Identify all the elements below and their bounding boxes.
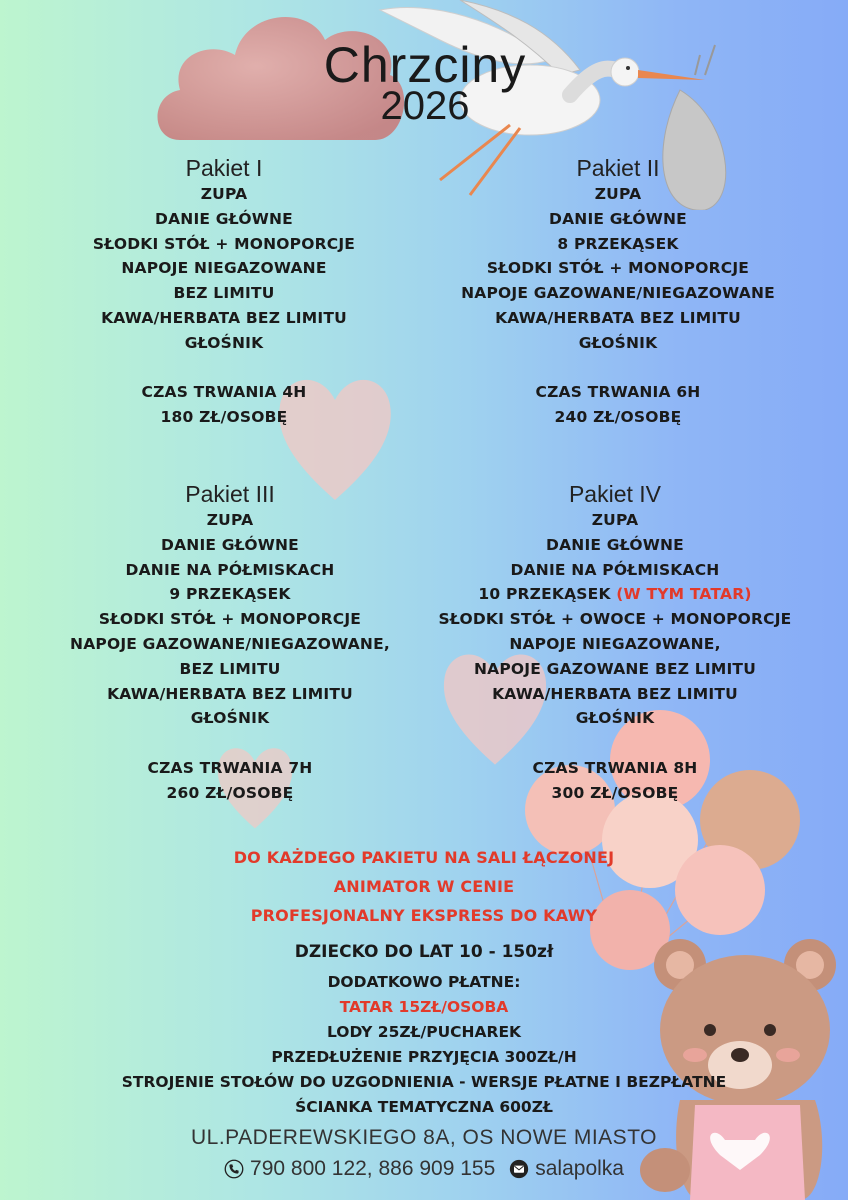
extras-item: STROJENIE STOŁÓW DO UZGODNIENIA - WERSJE PŁATNE I BEZPŁATNE [121, 1073, 727, 1091]
package-item: NAPOJE GAZOWANE/NIEGAZOWANE, [70, 634, 390, 653]
package-item: DANIE NA PÓŁMISKACH [125, 560, 335, 579]
snacks-highlight: (W TYM TATAR) [616, 585, 752, 604]
package-item: DANIE NA PÓŁMISKACH [510, 560, 720, 579]
package-name: Pakiet II [576, 155, 660, 181]
package-item: NAPOJE NIEGAZOWANE, [509, 634, 721, 653]
package-item: GŁOŚNIK [575, 709, 655, 728]
phone-numbers[interactable]: 790 800 122, 886 909 155 [250, 1157, 496, 1180]
package-item: SŁODKI STÓŁ + MONOPORCJE [98, 610, 362, 629]
package-item: GŁOŚNIK [184, 333, 264, 352]
package-name: Pakiet III [185, 481, 275, 507]
promo-line: ANIMATOR W CENIE [333, 877, 515, 896]
package-duration: CZAS TRWANIA 4H [141, 383, 307, 402]
email-icon [509, 1159, 529, 1179]
package-item: DANIE GŁÓWNE [155, 209, 293, 228]
promo-block [0, 843, 848, 930]
package-duration: CZAS TRWANIA 8H [532, 758, 698, 777]
package-item: NAPOJE GAZOWANE/NIEGAZOWANE [461, 284, 775, 303]
package-1 [34, 154, 414, 430]
package-3 [40, 480, 420, 806]
package-item: ZUPA [591, 511, 639, 529]
email-handle[interactable]: salapolka [535, 1157, 624, 1180]
package-item: SŁODKI STÓŁ + MONOPORCJE [486, 259, 750, 278]
title-year: 2026 [380, 84, 470, 128]
package-item: BEZ LIMITU [173, 284, 275, 303]
title-line1: Chrzciny [323, 37, 527, 93]
promo-line: DO KAŻDEGO PAKIETU NA SALI ŁĄCZONEJ [233, 848, 615, 867]
package-name: Pakiet IV [568, 481, 662, 507]
child-price: DZIECKO DO LAT 10 - 150zł [294, 942, 554, 962]
package-name: Pakiet I [185, 155, 263, 181]
package-item: ZUPA [206, 511, 254, 529]
package-duration: CZAS TRWANIA 7H [147, 758, 313, 777]
package-item: GŁOŚNIK [578, 333, 658, 352]
package-item: NAPOJE NIEGAZOWANE [121, 259, 327, 278]
package-price: 300 ZŁ/OSOBĘ [551, 783, 679, 802]
phone-icon [224, 1159, 244, 1179]
package-price: 260 ZŁ/OSOBĘ [166, 783, 294, 802]
package-item: ZUPA [200, 185, 248, 203]
package-2 [428, 154, 808, 430]
package-item: GŁOŚNIK [190, 709, 270, 728]
package-item: DANIE GŁÓWNE [546, 535, 684, 554]
package-item: DANIE GŁÓWNE [549, 209, 687, 228]
package-item-snacks [425, 582, 805, 607]
page-title [300, 37, 550, 128]
package-item: KAWA/HERBATA BEZ LIMITU [101, 308, 347, 327]
package-item: DANIE GŁÓWNE [161, 535, 299, 554]
extras-item: ŚCIANKA TEMATYCZNA 600ZŁ [295, 1098, 553, 1116]
package-item: KAWA/HERBATA BEZ LIMITU [495, 308, 741, 327]
snacks-count: 10 PRZEKĄSEK [478, 585, 611, 604]
package-item: 9 PRZEKĄSEK [169, 585, 291, 604]
package-item: SŁODKI STÓŁ + MONOPORCJE [92, 234, 356, 253]
package-duration: CZAS TRWANIA 6H [535, 383, 701, 402]
contact-row [0, 1157, 848, 1181]
extras-tatar: TATAR 15ZŁ/OSOBA [339, 998, 509, 1016]
package-4 [425, 480, 805, 806]
extras-item: PRZEDŁUŻENIE PRZYJĘCIA 300ZŁ/H [271, 1048, 577, 1066]
package-item: BEZ LIMITU [179, 659, 281, 678]
address: UL.PADEREWSKIEGO 8A, OS NOWE MIASTO [191, 1126, 657, 1149]
package-price: 240 ZŁ/OSOBĘ [554, 408, 682, 427]
package-item: SŁODKI STÓŁ + OWOCE + MONOPORCJE [438, 610, 792, 629]
extras-item: LODY 25ZŁ/PUCHAREK [326, 1023, 522, 1041]
package-item: 8 PRZEKĄSEK [557, 234, 679, 253]
package-item: NAPOJE GAZOWANE BEZ LIMITU [474, 659, 756, 678]
package-item: KAWA/HERBATA BEZ LIMITU [492, 684, 738, 703]
package-item: ZUPA [594, 185, 642, 203]
extras-block [0, 970, 848, 1120]
package-item: KAWA/HERBATA BEZ LIMITU [107, 684, 353, 703]
promo-line: PROFESJONALNY EKSPRESS DO KAWY [250, 906, 598, 925]
package-price: 180 ZŁ/OSOBĘ [160, 408, 288, 427]
extras-heading: DODATKOWO PŁATNE: [327, 973, 521, 991]
